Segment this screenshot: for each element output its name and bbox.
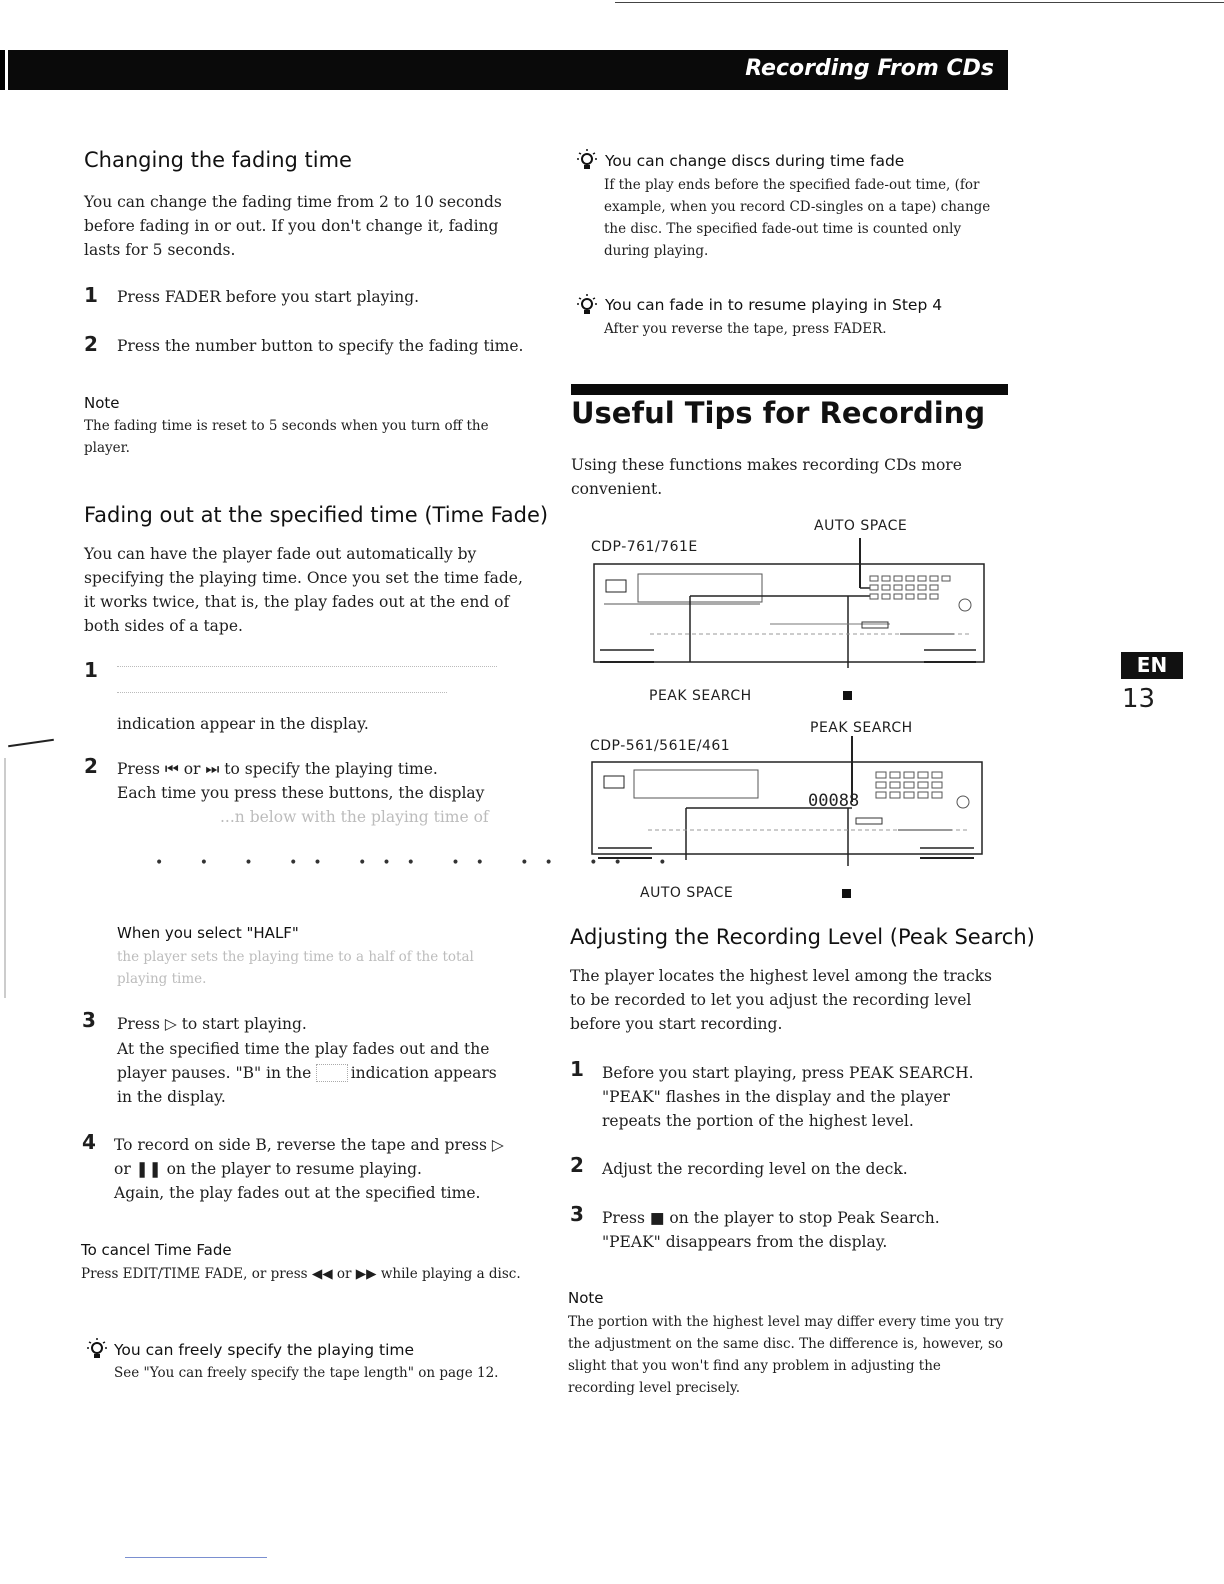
subheading-cancel: To cancel Time Fade <box>81 1241 232 1259</box>
lightbulb-icon <box>576 292 598 318</box>
note-label: Note <box>84 394 120 412</box>
tip-text: After you reverse the tape, press FADER. <box>604 321 887 337</box>
tip-title: You can freely specify the playing time <box>114 1341 415 1359</box>
paragraph-useful-tips: Using these functions makes recording CDs more convenient. <box>571 456 962 498</box>
margin-scratch <box>8 739 54 747</box>
step-text: Press ■ on the player to stop Peak Search. "PEAK" disappears from the display. <box>602 1209 940 1251</box>
step-text: To record on side B, reverse the tape and press ▷ <box>114 1136 504 1154</box>
step-number: 3 <box>570 1202 584 1226</box>
dotted-display-sequence: • • • •• ••• •• •• •• • <box>155 855 683 871</box>
model-label: CDP-561/561E/461 <box>590 738 731 754</box>
heading-peak-search: Adjusting the Recording Level (Peak Search) <box>570 925 1035 949</box>
peak-search-label: PEAK SEARCH <box>649 688 752 704</box>
page-number: 13 <box>1122 684 1156 714</box>
faded-print-line <box>117 692 447 694</box>
section-header-title: Recording From CDs <box>745 56 994 81</box>
step-number: 2 <box>84 332 98 356</box>
stop-icon <box>842 889 851 898</box>
subheading-half: When you select "HALF" <box>117 924 299 942</box>
step-number: 2 <box>570 1153 584 1177</box>
auto-space-label: AUTO SPACE <box>814 518 908 534</box>
section-header-bar <box>8 50 1008 90</box>
step-text: or ❚❚ on the player to resume playing. <box>114 1160 422 1178</box>
step-text: At the specified time the play fades out and the <box>117 1040 490 1058</box>
svg-text:00088: 00088 <box>808 791 860 811</box>
paragraph-time-fade-intro: You can have the player fade out automatically by specifying the playing time. Once you set the time fade, it works twice, that is, the play fades out at the end of both sides of a tape. <box>84 545 523 635</box>
heading-time-fade: Fading out at the specified time (Time Fade) <box>84 503 549 527</box>
language-badge: EN <box>1121 652 1183 679</box>
step-text: player pauses. "B" in the indication appears <box>117 1064 497 1082</box>
stop-icon <box>843 691 852 700</box>
model-label: CDP-761/761E <box>591 539 698 555</box>
step-text: Press ⏮ or ⏭ to specify the playing time. <box>117 760 438 778</box>
note-text: The fading time is reset to 5 seconds when you turn off the player. <box>84 418 489 456</box>
step-text: Again, the play fades out at the specified time. <box>114 1184 481 1202</box>
step-number: 1 <box>570 1057 584 1081</box>
heading-useful-tips: Useful Tips for Recording <box>571 396 986 430</box>
step-number: 1 <box>84 283 98 307</box>
tip-title: You can fade in to resume playing in Step 4 <box>605 296 943 314</box>
lightbulb-icon <box>576 147 598 173</box>
peak-search-label: PEAK SEARCH <box>810 720 913 736</box>
paragraph-peak-search: The player locates the highest level among the tracks to be recorded to let you adjust the recording level before you start recording. <box>570 967 993 1033</box>
step-text: Press the number button to specify the fading time. <box>117 337 524 355</box>
step-number: 2 <box>84 754 98 778</box>
cd-player-diagram-761 <box>590 538 990 668</box>
step-text: in the display. <box>117 1088 226 1106</box>
step-text: indication appear in the display. <box>117 715 369 733</box>
top-rule <box>615 2 1224 3</box>
faded-text: the player sets the playing time to a half of the total playing time. <box>117 949 474 987</box>
step-text: Each time you press these buttons, the display <box>117 784 485 802</box>
note-label: Note <box>568 1289 604 1307</box>
step-text: Adjust the recording level on the deck. <box>602 1160 908 1178</box>
step-number: 3 <box>82 1008 96 1032</box>
tip-text: See "You can freely specify the tape length" on page 12. <box>114 1365 499 1381</box>
step-number: 4 <box>82 1130 96 1154</box>
step-text: Press ▷ to start playing. <box>117 1015 307 1033</box>
faded-text: ...n below with the playing time of <box>220 808 489 826</box>
paragraph-fading-intro: You can change the fading time from 2 to 10 seconds before fading in or out. If you don't change it, fading lasts for 5 seconds. <box>84 193 502 259</box>
heading-changing-fading-time: Changing the fading time <box>84 148 352 172</box>
footer-rule <box>125 1557 267 1558</box>
cancel-text: Press EDIT/TIME FADE, or press ◀◀ or ▶▶ while playing a disc. <box>81 1266 521 1282</box>
step-text: Press FADER before you start playing. <box>117 288 420 306</box>
indicator-icon <box>316 1064 348 1082</box>
section-rule <box>571 384 1008 395</box>
margin-line <box>4 758 6 998</box>
cd-player-diagram-561 <box>588 736 988 866</box>
margin-mark <box>0 50 5 90</box>
lightbulb-icon <box>86 1336 108 1362</box>
note-text: The portion with the highest level may differ every time you try the adjustment on the same disc. The difference is, however, so slight that you won't find any problem in adjusting the recording level precisely. <box>568 1314 1004 1396</box>
auto-space-label: AUTO SPACE <box>640 885 734 901</box>
faded-print-line <box>117 666 497 668</box>
tip-title: You can change discs during time fade <box>605 152 905 170</box>
step-number: 1 <box>84 658 98 682</box>
tip-text: If the play ends before the specified fade-out time, (for example, when you record CD-singles on a tape) change the disc. The specified fade-out time is counted only during playing. <box>604 177 991 259</box>
step-text: Before you start playing, press PEAK SEARCH. "PEAK" flashes in the display and the player repeats the portion of the highest level. <box>602 1064 974 1130</box>
